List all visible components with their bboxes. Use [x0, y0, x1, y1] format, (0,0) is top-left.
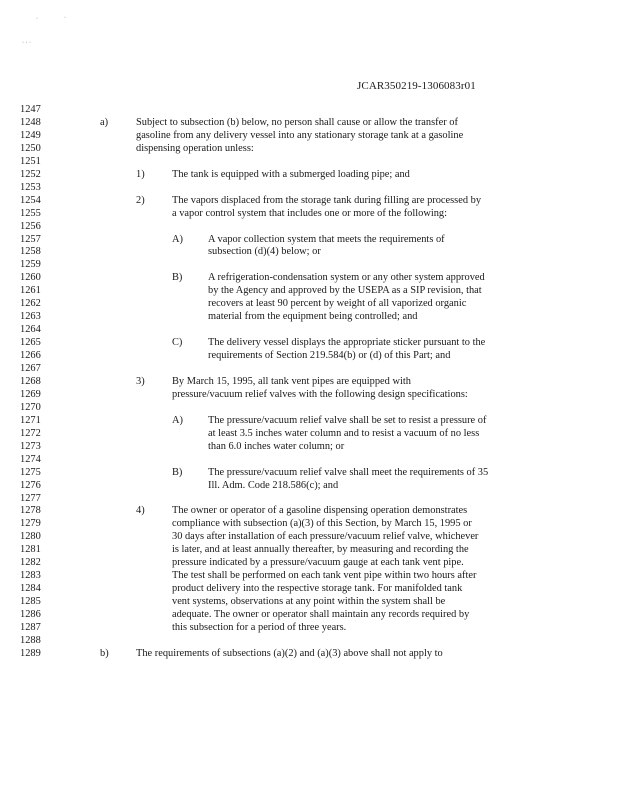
line-text: product delivery into the respective storage tank. For manifolded tank: [172, 583, 463, 595]
document-line: [0, 311, 618, 323]
document-line: [0, 441, 618, 453]
line-number: 1275: [20, 466, 41, 478]
document-line: [0, 415, 618, 427]
line-number: 1262: [20, 298, 41, 310]
line-number: 1251: [20, 155, 41, 167]
document-line: [0, 428, 618, 440]
line-number: 1282: [20, 557, 41, 569]
line-text: than 6.0 inches water column; or: [208, 440, 345, 452]
line-text: dispensing operation unless:: [136, 142, 254, 154]
document-line: [0, 635, 618, 647]
document-line: [0, 609, 618, 621]
line-number: 1261: [20, 285, 41, 297]
document-line: [0, 622, 618, 634]
line-number: 1272: [20, 427, 41, 439]
line-text: requirements of Section 219.584(b) or (d) of this Part; and: [208, 350, 451, 361]
document-line: [0, 544, 618, 556]
line-number: 1253: [20, 181, 41, 193]
line-number: 1287: [20, 622, 41, 633]
line-number: 1257: [20, 233, 41, 245]
line-number: 1277: [20, 492, 41, 504]
document-line: [0, 596, 618, 608]
line-number: 1281: [20, 544, 41, 556]
line-number: 1278: [20, 505, 41, 517]
outline-marker: A): [172, 233, 183, 245]
line-text: gasoline from any delivery vessel into any stationary storage tank at a gasoline: [136, 129, 464, 141]
line-number: 1268: [20, 375, 41, 387]
line-text: a vapor control system that includes one or more of the following:: [172, 207, 447, 219]
line-number: 1280: [20, 531, 41, 543]
document-line: [0, 246, 618, 258]
line-text: adequate. The owner or operator shall maintain any records required by: [172, 609, 470, 620]
scan-speck: ·: [36, 16, 38, 22]
line-number: 1256: [20, 220, 41, 232]
document-line: [0, 557, 618, 569]
document-line: [0, 234, 618, 246]
line-number: 1265: [20, 337, 41, 349]
document-line: [0, 259, 618, 271]
document-line: [0, 104, 618, 116]
line-text: subsection (d)(4) below; or: [208, 246, 321, 258]
outline-marker: 3): [136, 375, 145, 387]
document-line: [0, 570, 618, 582]
document-line: [0, 182, 618, 194]
line-text: The tank is equipped with a submerged loading pipe; and: [172, 168, 410, 180]
line-number: 1273: [20, 440, 41, 452]
document-line: [0, 324, 618, 336]
line-number: 1264: [20, 324, 41, 336]
line-text: Subject to subsection (b) below, no person shall cause or allow the transfer of: [136, 117, 458, 128]
line-number: 1274: [20, 453, 41, 465]
outline-marker: B): [172, 272, 183, 284]
outline-marker: b): [100, 647, 109, 659]
line-text: A refrigeration-condensation system or any other system approved: [208, 272, 485, 284]
document-line: [0, 505, 618, 517]
document-line: [0, 298, 618, 310]
line-text: pressure indicated by a pressure/vacuum gauge at each tank vent pipe.: [172, 557, 464, 569]
line-text: The pressure/vacuum relief valve shall meet the requirements of 35: [208, 466, 489, 478]
document-line: [0, 518, 618, 530]
line-text: is later, and at least annually thereafter, by measuring and recording the: [172, 544, 469, 556]
outline-marker: C): [172, 337, 183, 349]
line-number: 1252: [20, 168, 41, 180]
line-text: By March 15, 1995, all tank vent pipes are equipped with: [172, 375, 411, 387]
document-line: [0, 402, 618, 414]
line-number: 1285: [20, 596, 41, 608]
line-number: 1286: [20, 609, 41, 620]
line-number: 1263: [20, 311, 41, 323]
line-number: 1249: [20, 129, 41, 141]
document-line: [0, 648, 618, 660]
line-number: 1255: [20, 207, 41, 219]
document-line: [0, 208, 618, 220]
document-line: [0, 376, 618, 388]
document-line: [0, 363, 618, 375]
line-text: material from the equipment being controlled; and: [208, 311, 418, 323]
line-number: 1259: [20, 259, 41, 271]
line-number: 1271: [20, 414, 41, 426]
outline-marker: B): [172, 466, 183, 478]
document-id-header: JCAR350219-1306083r01: [357, 80, 476, 92]
document-line: [0, 195, 618, 207]
line-number: 1267: [20, 363, 41, 374]
line-text: pressure/vacuum relief valves with the following design specifications:: [172, 388, 468, 400]
document-line: [0, 389, 618, 401]
line-number: 1254: [20, 194, 41, 206]
document-line: [0, 531, 618, 543]
line-number: 1250: [20, 142, 41, 154]
line-number: 1284: [20, 583, 41, 595]
document-line: [0, 143, 618, 155]
line-number: 1248: [20, 117, 41, 128]
outline-marker: 1): [136, 168, 145, 180]
line-text: 30 days after installation of each pressure/vacuum relief valve, whichever: [172, 531, 479, 543]
line-text: The pressure/vacuum relief valve shall be set to resist a pressure of: [208, 414, 487, 426]
document-line: [0, 337, 618, 349]
line-number: 1266: [20, 350, 41, 361]
line-number: 1260: [20, 272, 41, 284]
outline-marker: 4): [136, 505, 145, 517]
line-text: The delivery vessel displays the appropriate sticker pursuant to the: [208, 337, 486, 349]
line-number: 1288: [20, 634, 41, 646]
document-line: [0, 117, 618, 129]
document-line: [0, 480, 618, 492]
line-text: compliance with subsection (a)(3) of this Section, by March 15, 1995 or: [172, 518, 472, 530]
line-number: 1269: [20, 388, 41, 400]
document-line: [0, 130, 618, 142]
document-line: [0, 221, 618, 233]
line-text: at least 3.5 inches water column and to resist a vacuum of no less: [208, 427, 480, 439]
outline-marker: A): [172, 414, 183, 426]
line-text: A vapor collection system that meets the requirements of: [208, 233, 445, 245]
line-text: The test shall be performed on each tank vent pipe within two hours after: [172, 570, 477, 582]
outline-marker: 2): [136, 194, 145, 206]
line-text: by the Agency and approved by the USEPA as a SIP revision, that: [208, 285, 482, 297]
scan-speck: · · ·: [22, 40, 31, 46]
document-line: [0, 169, 618, 181]
document-line: [0, 272, 618, 284]
document-line: [0, 285, 618, 297]
line-number: 1247: [20, 104, 41, 115]
document-line: [0, 156, 618, 168]
document-line: [0, 583, 618, 595]
line-text: The vapors displaced from the storage tank during filling are processed by: [172, 194, 482, 206]
line-number: 1283: [20, 570, 41, 582]
outline-marker: a): [100, 117, 109, 128]
line-text: recovers at least 90 percent by weight of all vaporized organic: [208, 298, 467, 310]
document-line: [0, 454, 618, 466]
line-number: 1279: [20, 518, 41, 530]
line-number: 1270: [20, 401, 41, 413]
scan-speck: ·: [64, 15, 66, 21]
line-text: The owner or operator of a gasoline dispensing operation demonstrates: [172, 505, 468, 517]
document-line: [0, 350, 618, 362]
line-number: 1258: [20, 246, 41, 258]
line-text: Ill. Adm. Code 218.586(c); and: [208, 479, 339, 491]
line-text: this subsection for a period of three years.: [172, 622, 347, 633]
document-line: [0, 467, 618, 479]
line-text: The requirements of subsections (a)(2) and (a)(3) above shall not apply to: [136, 647, 443, 659]
document-line: [0, 493, 618, 505]
line-number: 1276: [20, 479, 41, 491]
line-text: vent systems, observations at any point within the system shall be: [172, 596, 446, 608]
line-number: 1289: [20, 647, 41, 659]
